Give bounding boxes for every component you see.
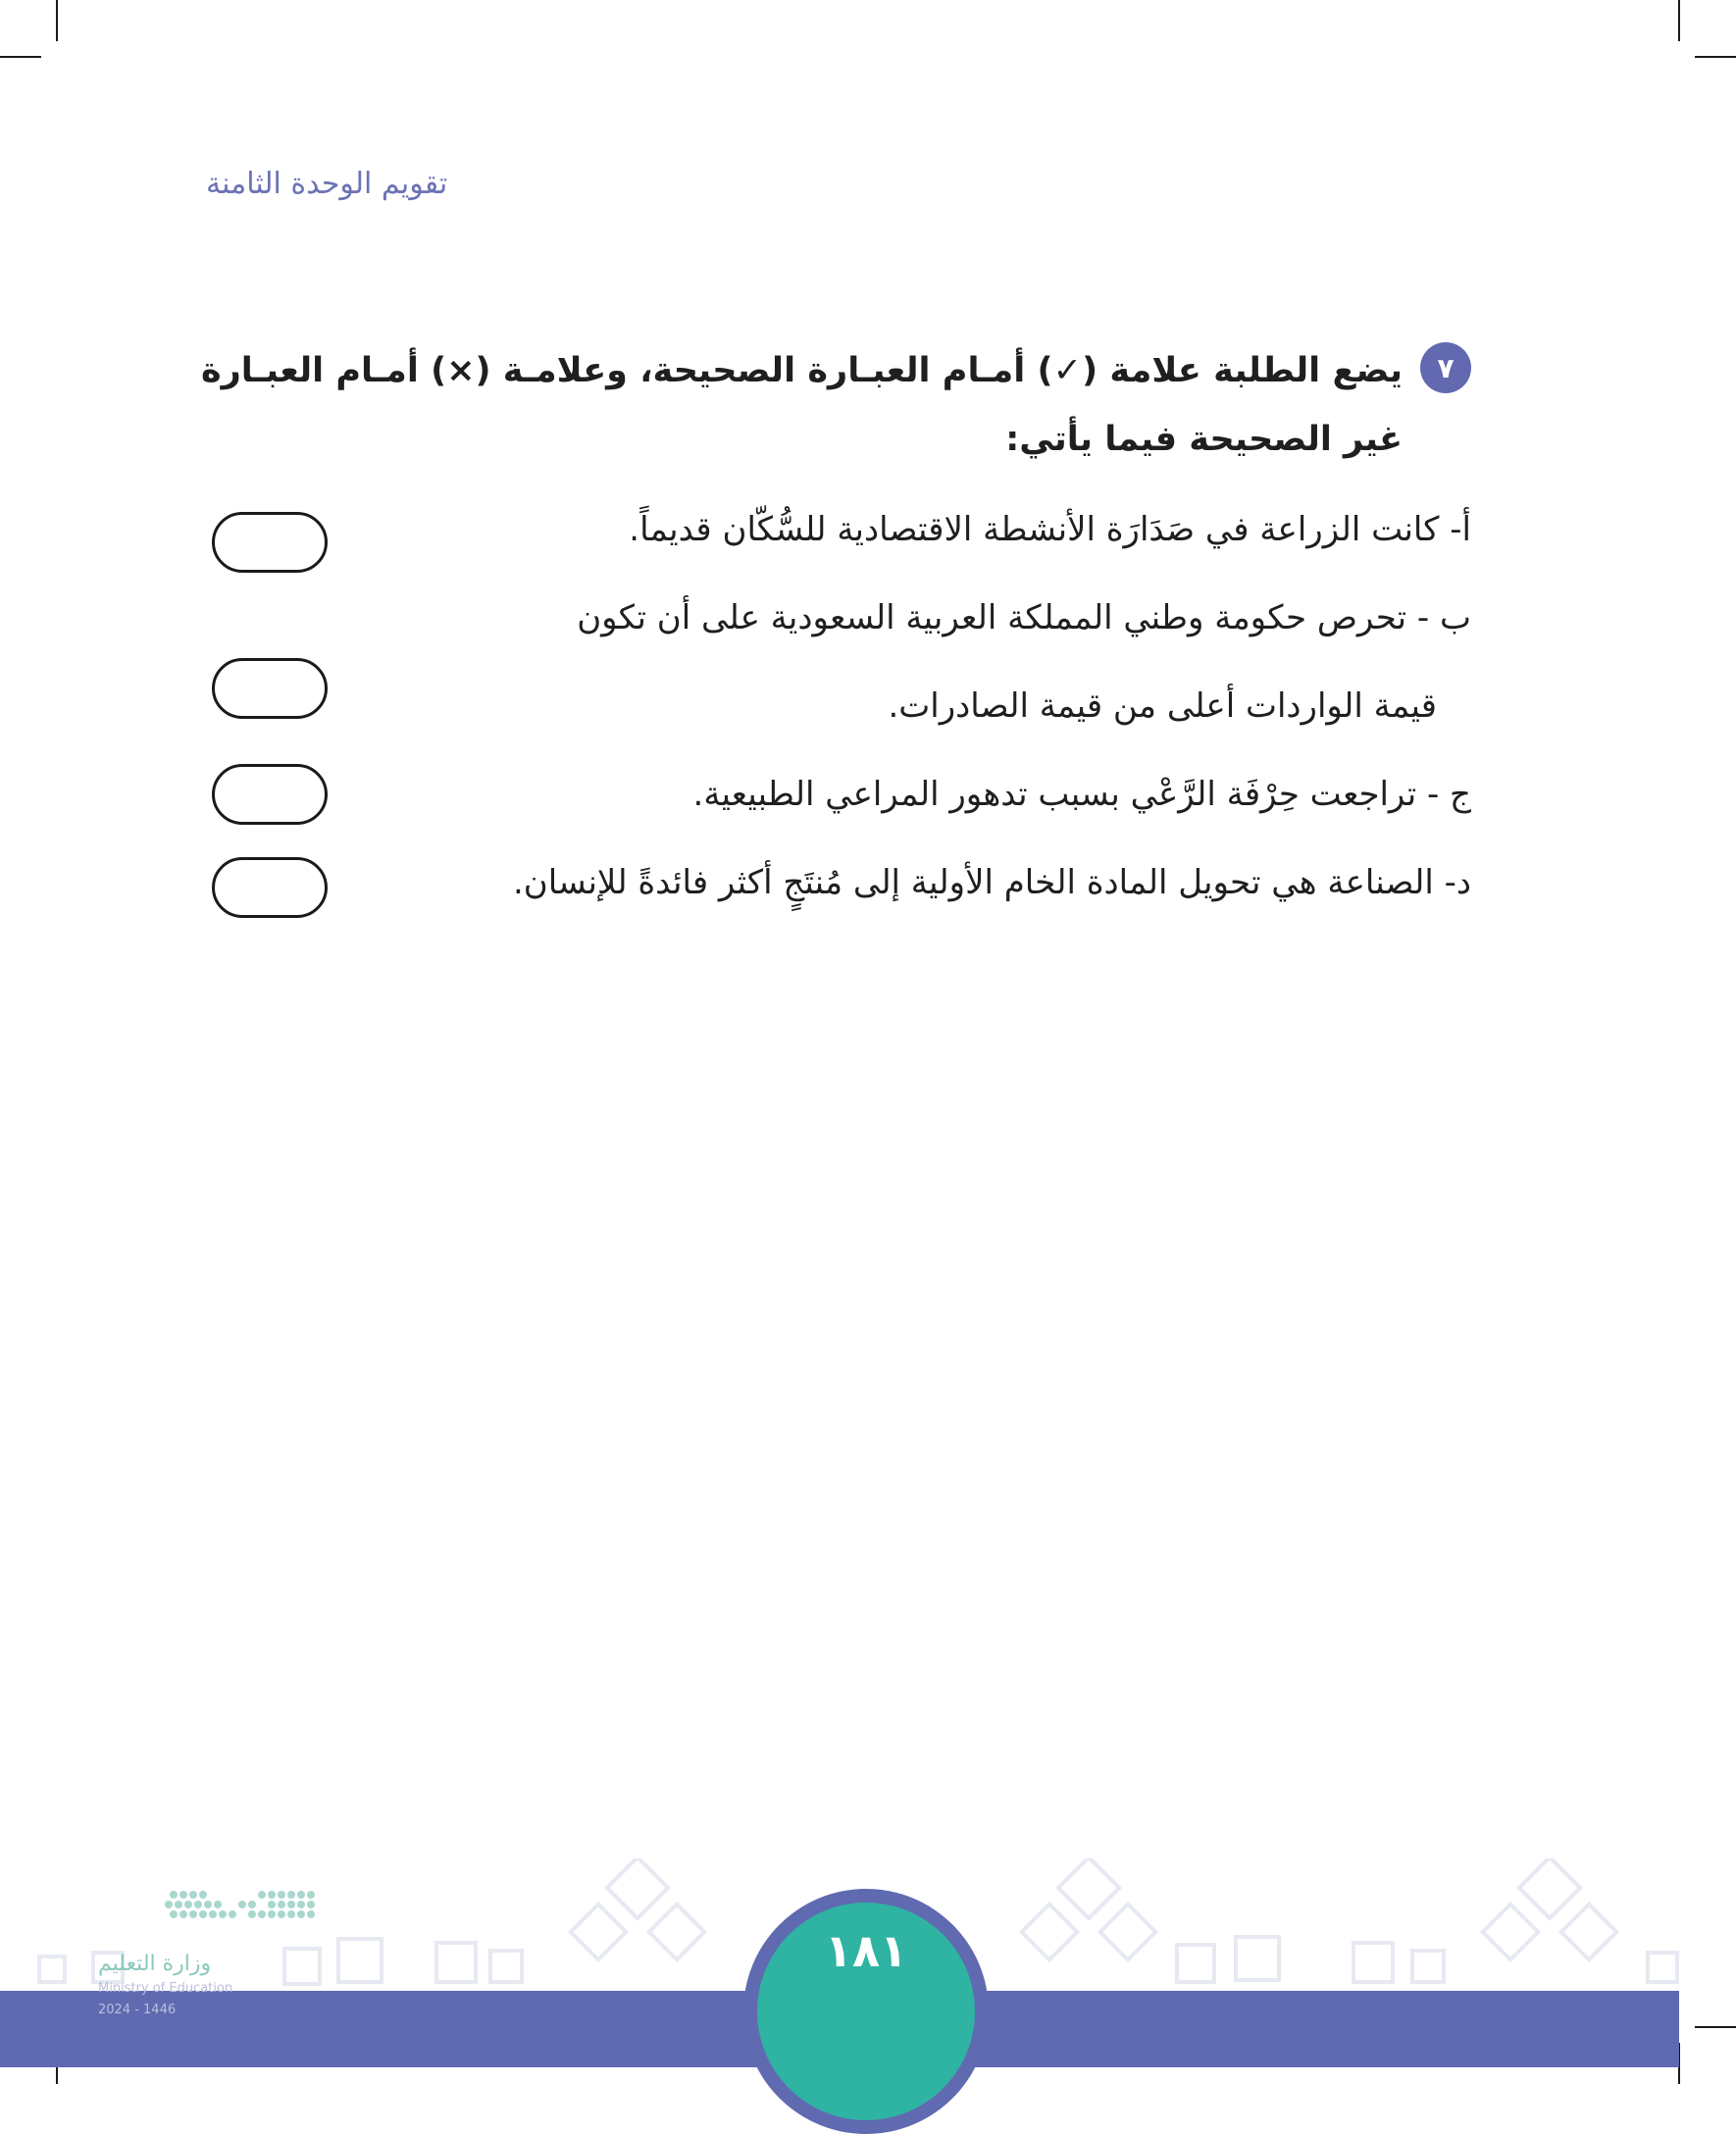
- question-instruction: يضع الطلبة علامة (✓) أمـام العبـارة الصحيحة، وعلامـة (×) أمـام العبـارة غير الصحيحة فيما يأتي:: [201, 351, 1403, 459]
- statement-b-line2: قيمة الواردات أعلى من قيمة الصادرات.: [888, 686, 1437, 726]
- statement-b-line1: ب - تحرص حكومة وطني المملكة العربية السعودية على أن تكون: [577, 598, 1471, 637]
- ministry-logo-icon: [93, 1881, 329, 2018]
- logo-english-text: Ministry of Education: [98, 1981, 233, 1996]
- logo-arabic-text: وزارة التعليم: [98, 1952, 212, 1976]
- logo-year-text: 2024 - 1446: [98, 2003, 177, 2017]
- question-number-badge: ٧: [1420, 342, 1471, 393]
- crop-mark: [1695, 2026, 1736, 2028]
- crop-mark: [1678, 0, 1680, 41]
- crop-mark: [56, 0, 58, 41]
- crop-mark: [1695, 56, 1736, 58]
- crop-mark: [0, 56, 41, 58]
- answer-box-d[interactable]: [212, 857, 328, 918]
- statement-a: أ- كانت الزراعة في صَدَارَة الأنشطة الاقتصادية للسُّكّان قديماً.: [629, 510, 1471, 549]
- answer-box-b[interactable]: [212, 658, 328, 719]
- answer-box-c[interactable]: [212, 764, 328, 825]
- unit-header: تقويم الوحدة الثامنة: [206, 167, 448, 201]
- answer-box-a[interactable]: [212, 512, 328, 573]
- statement-d: د- الصناعة هي تحويل المادة الخام الأولية إلى مُنتَجٍ أكثر فائدةً للإنسان.: [512, 863, 1471, 902]
- statement-c: ج - تراجعت حِرْفَة الرَّعْي بسبب تدهور المراعي الطبيعية.: [692, 775, 1471, 814]
- page-number: ١٨١: [824, 1924, 908, 1977]
